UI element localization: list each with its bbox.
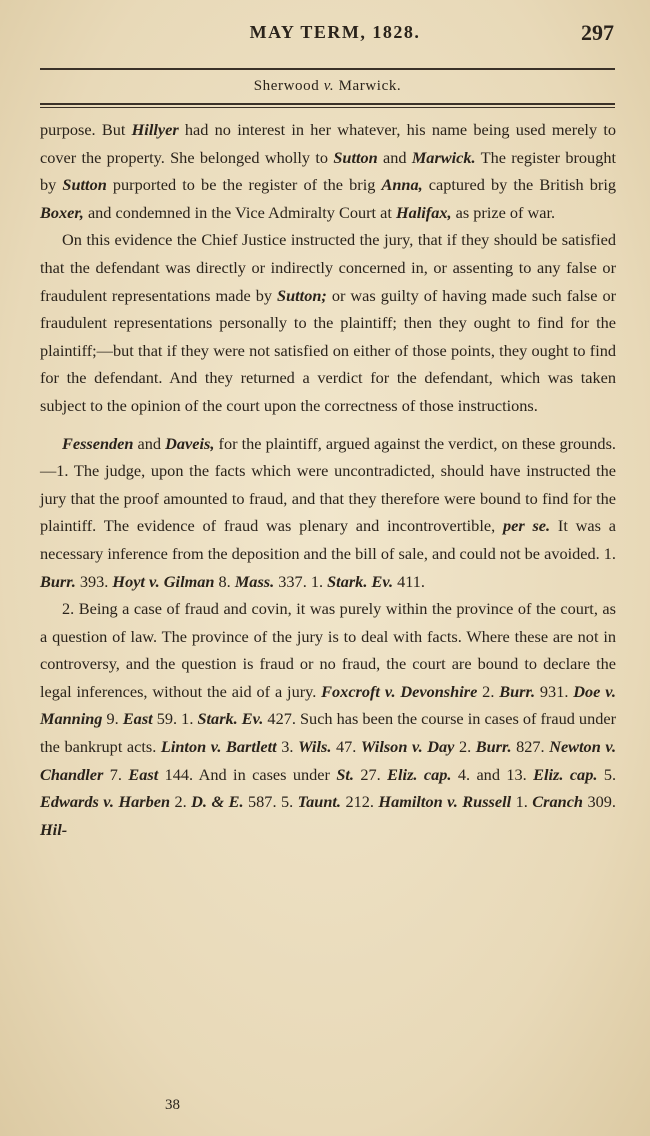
italic-text: East [128,764,159,784]
italic-text: Daveis, [165,433,215,453]
text-run: 212. [340,792,379,812]
running-head [0,20,650,50]
italic-text: Hoyt v. Gilman [112,571,215,591]
case-title-versus: v. [323,78,335,94]
italic-text: Stark. Ev. [197,709,264,729]
italic-text: D. & E. [191,792,244,812]
text-run: 931. [535,681,574,701]
italic-text: Fessenden [62,433,134,453]
italic-text: Sutton; [277,285,327,305]
text-run: and [133,433,166,453]
italic-text: Hamilton v. Russell [378,792,512,812]
page-number: 297 [581,20,614,45]
italic-text: Edwards v. Harben [40,792,171,812]
italic-text: Foxcroft v. Devonshire [321,681,478,701]
italic-text: Cranch [532,792,583,812]
paragraph [40,595,616,843]
italic-text: St. [336,764,354,784]
text-run: for the plaintiff, argued against the verdict, on these grounds.—1. The judge, upon the facts which were uncontradicted, should have instructed the jury that the proof amounted to fraud, and that they therefore were bound to find for the plaintiff. The evidence of fraud was plenary and incontrovertible, [40,433,616,536]
italic-text: Halifax, [395,202,452,222]
text-run: purpose. But [40,120,132,139]
italic-text: Eliz. cap. [387,764,452,784]
text-run: 9. [102,709,123,729]
italic-text: Burr. [499,681,536,701]
paragraph [40,116,616,226]
text-run: 337. 1. [274,571,328,591]
italic-text: East [122,709,153,729]
text-run: 4. and 13. [451,764,534,784]
signature-mark: 38 [165,1097,180,1113]
italic-text: Marwick. [411,147,476,167]
text-run: 2. Being a case of fraud and covin, it was purely within the province of the court, as a question of law. The province of the jury is to deal with facts. Where these are not in controversy, and the question is fraud or no fraud, the court are bound to declare the legal inferences, without the aid of a jury. [40,599,616,701]
text-run: 5. [597,764,617,784]
text-run: 587. 5. [243,792,298,812]
italic-text: Linton v. Bartlett [160,737,277,757]
text-run: The register brought by [40,147,617,195]
italic-text: Sutton [62,175,107,195]
text-run: as prize of war. [451,202,556,222]
text-run: 27. [354,764,388,784]
italic-text: Boxer, [40,202,84,222]
text-run: 427. Such has been the course in cases of fraud under the bankrupt acts. [40,709,617,757]
text-run: purported to be the register of the brig [106,175,382,195]
italic-text: Anna, [381,175,423,195]
paragraph [40,226,616,419]
case-title [40,78,615,95]
text-run: It was a necessary inference from the deposition and the bill of sale, and could not be avoided. 1. [40,516,616,563]
text-run: 827. [511,737,550,757]
italic-text: per se. [502,516,551,536]
text-run: 144. And in cases under [158,764,337,784]
text-run: On this evidence the Chief Justice instructed the jury, that if they should be satisfied that the defendant was directly or indirectly concerned in, or assenting to any false or fraudulent representations made by [40,230,616,305]
italic-text: Taunt. [297,792,341,812]
italic-text: Hillyer [131,120,179,139]
text-run: and condemned in the Vice Admiralty Court at [83,202,396,222]
text-run: and [377,147,412,167]
italic-text: Burr. [40,571,76,591]
text-run: 1. [511,792,533,812]
body-text [40,116,616,843]
text-run: or was guilty of having made such false or fraudulent representations personally to the plaintiff; then they ought to find for the plaintiff;—but that if they were not satisfied on either of those points, they ought to find for the defendant. And they returned a verdict for the defendant, which was taken subject to the opinion of the court upon the correctness of those instructions. [40,285,617,415]
italic-text: Newton v. Chandler [40,737,617,784]
text-run: 7. [103,764,129,784]
text-run: 309. [582,792,616,812]
text-run: captured by the British brig [422,175,616,195]
text-run: 3. [276,737,299,757]
italic-text: Burr. [475,737,512,757]
text-run: 2. [477,681,500,701]
text-run: 47. [331,737,361,757]
text-run: had no interest in her whatever, his name being used merely to cover the property. She belonged wholly to [40,120,617,167]
text-run: 2. [454,737,476,757]
text-run: 393. [75,571,113,591]
case-title-defendant: Marwick. [338,78,402,94]
italic-text: Doe v. Manning [40,681,616,729]
italic-text: Mass. [234,571,275,591]
italic-text: Stark. Ev. [327,571,394,591]
running-title: MAY TERM, 1828. [249,22,421,42]
case-title-rule [40,103,615,108]
italic-text: Wilson v. Day [360,737,455,757]
italic-text: Eliz. cap. [533,764,598,784]
italic-text: Wils. [298,737,332,757]
text-run: 59. 1. [152,709,198,729]
paragraph [40,430,616,596]
italic-text: Sutton [333,147,378,167]
text-run: 2. [170,792,192,812]
header-rule [40,68,615,70]
text-run: 8. [214,571,235,591]
case-title-plaintiff: Sherwood [253,78,320,94]
text-run: 411. [393,571,425,591]
italic-text: Hil- [40,819,68,839]
